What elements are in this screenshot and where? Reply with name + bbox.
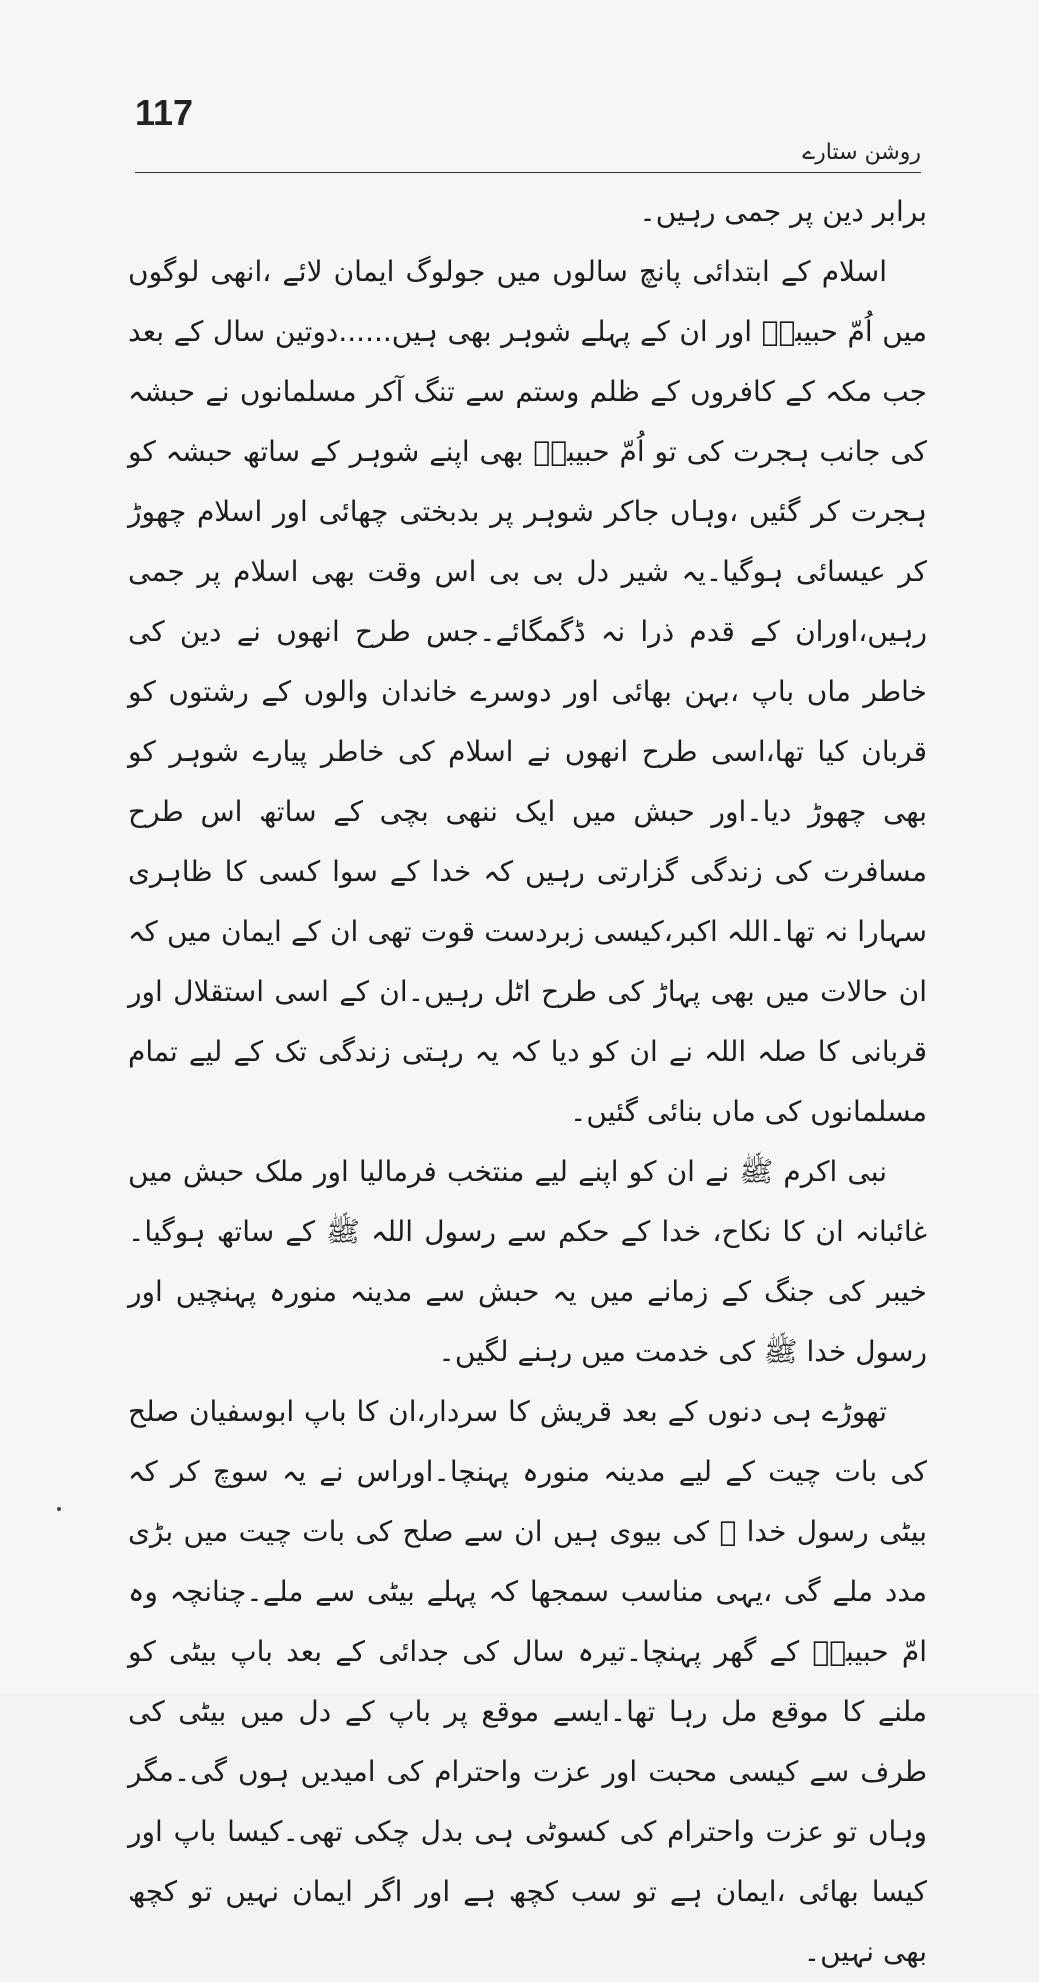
paragraph: اسلام کے ابتدائی پانچ سالوں میں جولوگ ایمان لائے ،انھی لوگوں میں اُمّ حبیبہؓ اور ان کے پہلے شوہر بھی ہیں......دوتین سال کے بعد جب مکہ کے کافروں کے ظلم وستم سے تنگ آکر مسلمانوں نے حبشہ کی جانب ہجرت کی تو اُمّ حبیبہؓ بھی اپنے شوہر کے ساتھ حبشہ کو ہجرت کر گئیں ،وہاں جاکر شوہر پر بدبختی چھائی اور اسلام چھوڑ کر عیسائی ہوگیا۔یہ شیر دل بی بی اس وقت بھی اسلام پر جمی رہیں،اوران کے قدم ذرا نہ ڈگمگائے۔جس طرح انھوں نے دین کی خاطر ماں باپ ،بہن بھائی اور دوسرے خاندان والوں کے رشتوں کو قربان کیا تھا،اسی طرح انھوں نے اسلام کی خاطر پیارے شوہر کو بھی چھوڑ دیا۔اور حبش میں ایک ننھی بچی کے ساتھ اس طرح مسافرت کی زندگی گزارتی رہیں کہ خدا کے سوا کسی کا ظاہری سہارا نہ تھا۔اللہ اکبر،کیسی زبردست قوت تھی ان کے ایمان میں کہ ان حالات میں بھی پہاڑ کی طرح اٹل رہیں۔ان کے اسی استقلال اور قربانی کا صلہ اللہ نے ان کو دیا کہ یہ رہتی زندگی تک کے لیے تمام مسلمانوں کی ماں بنائی گئیں۔ (128, 255, 927, 1128)
header-rule (135, 172, 921, 173)
paragraph: تھوڑے ہی دنوں کے بعد قریش کا سردار،ان کا باپ ابوسفیان صلح کی بات چیت کے لیے مدینہ منورہ پہنچا۔اوراس نے یہ سوچ کر کہ بیٹی رسول خدا ﷺ کی بیوی ہیں ان سے صلح کی بات چیت میں بڑی مدد ملے گی ،یہی مناسب سمجھا کہ پہلے بیٹی سے ملے۔چنانچہ وہ امّ حبیبہؓ کے گھر پہنچا۔تیرہ سال کی جدائی کے بعد باپ بیٹی کو ملنے کا موقع مل رہا تھا۔ایسے موقع پر باپ کے دل میں بیٹی کی طرف سے کیسی محبت اور عزت واحترام کی امیدیں ہوں گی۔مگر وہاں تو عزت واحترام کی کسوٹی ہی بدل چکی تھی۔کیسا باپ اور کیسا بھائی ،ایمان ہے تو سب کچھ ہے اور اگر ایمان نہیں تو کچھ بھی نہیں۔ (128, 1395, 927, 1968)
paragraph: برابر دین پر جمی رہیں۔ (639, 195, 927, 228)
running-title: روشن ستارے (802, 140, 921, 165)
body-text (128, 182, 927, 1982)
page-number: 117 (135, 92, 194, 133)
paragraph: نبی اکرم ﷺ نے ان کو اپنے لیے منتخب فرمالیا اور ملک حبش میں غائبانہ ان کا نکاح، خدا کے حکم سے رسول اللہ ﷺ کے ساتھ ہوگیا۔خیبر کی جنگ کے زمانے میں یہ حبش سے مدینہ منورہ پہنچیں اور رسول خدا ﷺ کی خدمت میں رہنے لگیں۔ (128, 1155, 927, 1368)
scan-speck (57, 1507, 61, 1511)
